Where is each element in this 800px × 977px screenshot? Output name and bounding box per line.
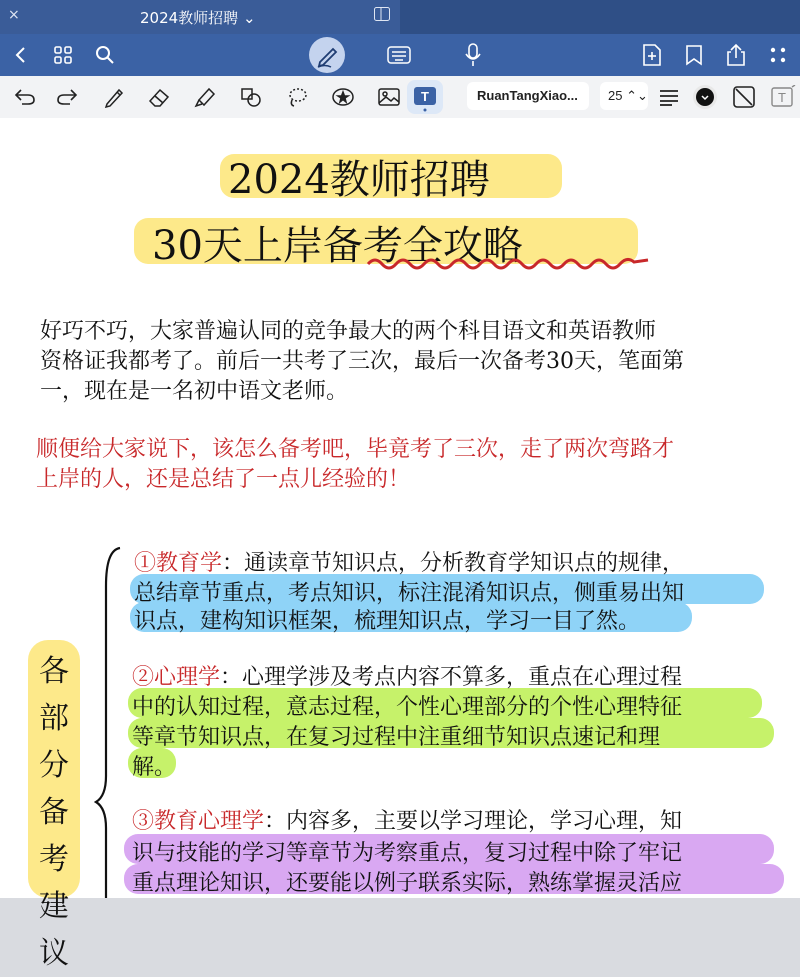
brace [94, 546, 124, 898]
main-toolbar [0, 34, 800, 76]
intro-line-2: 资格证我都考了。前后一共考了三次，最后一次备考30天，笔面第 [40, 349, 684, 374]
undo-icon[interactable] [10, 82, 40, 112]
section-1-line-2: 总结章节重点，考点知识，标注混淆知识点，侧重易出知 [134, 581, 685, 606]
intro-line-1: 好巧不巧，大家普遍认同的竞争最大的两个科目语文和英语教师 [40, 319, 657, 344]
red-note-line-1: 顺便给大家说下，该怎么备考吧，毕竟考了三次，走了两次弯路才 [36, 437, 675, 462]
section-2-heading: ②心理学 [132, 665, 221, 690]
tools-bar [0, 76, 800, 119]
pen-icon[interactable] [99, 82, 129, 112]
font-size-selector[interactable]: 25 ⌃⌄ [600, 82, 648, 110]
section-3-row-1 [132, 804, 682, 835]
eraser-icon[interactable] [144, 82, 174, 112]
pen-mode-icon [309, 37, 345, 73]
section-3-heading: ③教育心理学 [132, 809, 265, 834]
grid-icon[interactable] [48, 40, 78, 70]
svg-text:T: T [778, 90, 786, 105]
close-icon[interactable]: × [8, 7, 20, 23]
section-3-line-2: 识与技能的学习等章节为考察重点，复习过程中除了牢记 [132, 841, 683, 866]
text-tool-button[interactable] [407, 80, 443, 114]
section-1-row-1 [134, 546, 684, 577]
sticker-icon[interactable] [328, 82, 358, 112]
section-2-line-1: ：心理学涉及考点内容不算多，重点在心理过程 [220, 665, 683, 690]
red-squiggle-underline [366, 254, 650, 272]
pen-mode-button[interactable] [309, 37, 345, 73]
section-3-line-1: ：内容多，主要以学习理论，学习心理，知 [264, 809, 683, 834]
section-2-line-3: 等章节知识点，在复习过程中注重细节知识点速记和理 [132, 725, 661, 750]
section-2-line-4: 解。 [132, 755, 177, 780]
split-view-icon[interactable] [374, 7, 390, 21]
section-1-line-1: ：通读章节知识点，分析教育学知识点的规律， [222, 551, 685, 576]
image-icon[interactable] [374, 82, 404, 112]
section-2-row-1 [132, 660, 682, 691]
lasso-icon[interactable] [282, 82, 312, 112]
section-1-heading: ①教育学 [134, 551, 223, 576]
tab-bar [0, 0, 800, 34]
search-icon[interactable] [90, 40, 120, 70]
document-tab[interactable] [0, 0, 400, 34]
red-note-line-2: 上岸的人，还是总结了一点儿经验的！ [36, 467, 411, 492]
shapes-icon[interactable] [236, 82, 266, 112]
highlighter-icon[interactable] [190, 82, 220, 112]
font-name-selector[interactable]: RuanTangXiao... [467, 82, 589, 110]
section-2-line-2: 中的认知过程，意志过程，个性心理部分的个性心理特征 [132, 695, 683, 720]
title-line-2: 30天上岸备考全攻略 [152, 223, 523, 269]
chevron-left-icon[interactable] [6, 40, 36, 70]
svg-text:T: T [421, 89, 429, 104]
redo-icon[interactable] [52, 82, 82, 112]
section-3-line-3: 重点理论知识，还要能以例子联系实际，熟练掌握灵活应 [132, 871, 683, 896]
side-label: 各 部 分 备 考 建 议 [39, 654, 69, 971]
intro-line-3: 一，现在是一名初中语文老师。 [40, 379, 349, 404]
section-1-line-3: 识点，建构知识框架，梳理知识点，学习一目了然。 [134, 609, 641, 634]
title-line-1: 2024教师招聘 [228, 157, 490, 203]
text-tool-icon [407, 80, 443, 114]
tab-title[interactable]: 2024教师招聘 ⌄ [140, 9, 256, 27]
note-page[interactable] [0, 118, 800, 971]
